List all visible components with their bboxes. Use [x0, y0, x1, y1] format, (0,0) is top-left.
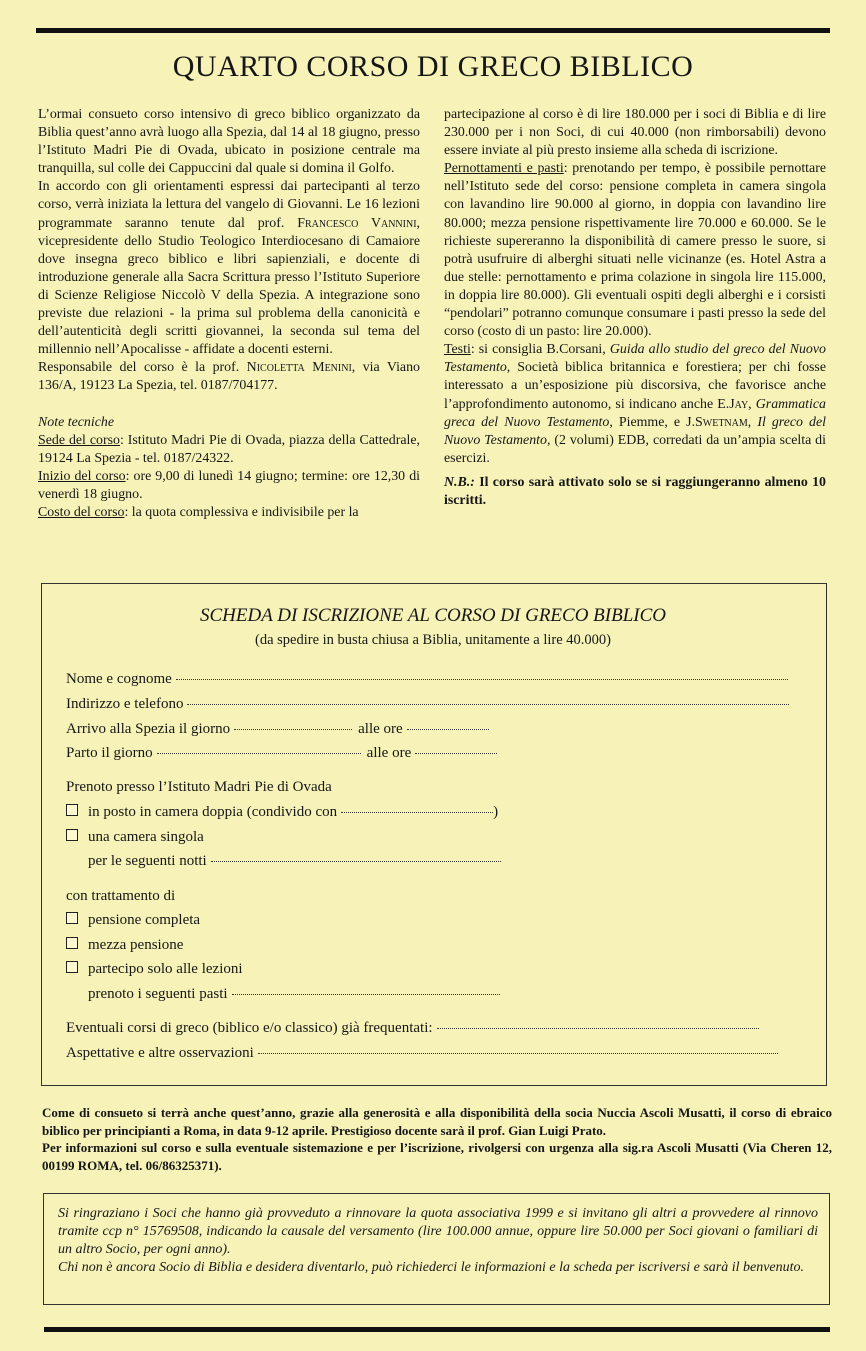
top-rule — [36, 28, 830, 33]
full-board-option[interactable]: pensione completa — [66, 912, 200, 929]
previous-courses-field[interactable]: Eventuali corsi di greco (biblico e/o classico) già frequentati: — [66, 1020, 759, 1037]
name-field[interactable]: Nome e cognome — [66, 671, 788, 688]
half-board-checkbox[interactable] — [66, 937, 78, 949]
form-title: SCHEDA DI ISCRIZIONE AL CORSO DI GRECO BIBLICO — [199, 605, 667, 626]
lessons-only-checkbox[interactable] — [66, 961, 78, 973]
departure-time-line[interactable] — [415, 752, 497, 754]
nights-field[interactable]: per le seguenti notti — [88, 853, 501, 870]
meals-field[interactable]: prenoto i seguenti pasti — [88, 986, 500, 1003]
renewal-text: Si ringraziano i Soci che hanno già provveduto a rinnovare la quota associativa 1999 e si invitano gli altri a provvedere al rinnovo tramite ccp n° 15769508, indicando la causale del versamento (lire 100.000 annue, oppure lire 50.000 per Soci giovani o familiari di un altro Socio, per ogni anno). Chi non è ancora Socio di Biblia e desidera diventarlo, può richiederci le informazioni e la scheda per iscriversi e sarà il benvenuto. — [58, 1206, 818, 1275]
bottom-rule — [44, 1327, 830, 1332]
program-paragraph: In accordo con gli orientamenti espressi dai partecipanti al terzo corso, verrà iniziata la lettura del vangelo di Giovanni. Le 16 lezioni programmate saranno tenute dal prof. Francesco Vannini, vicepresidente dello Studio Teologico Interdiocesano di Camaiore dove insegna greco biblico e libri sapienziali, e docente di introduzione generale alla Sacra Scrittura presso l’Istituto Superiore di Scienze Religiose Niccolò V della Spezia. A integrazione sono previste due relazioni - la prima sul problema della canonicità e dell’autenticità degli scritti giovannei, la seconda sul tema del millennio nell’Apocalisse - affidate a docenti esterni. — [38, 179, 421, 358]
roommate-line[interactable] — [341, 811, 493, 813]
cost-continued: partecipazione al corso è di lire 180.000 per i soci di Biblia e di lire 230.000 per i non Soci, di cui 40.000 (non rimborsabili) devono essere inviate al più presto insieme alla scheda di iscrizione. — [444, 107, 826, 159]
start-paragraph: Inizio del corso: ore 9,00 di lunedì 14 giugno; termine: ore 12,30 di venerdì 18 giugno. — [38, 468, 420, 502]
double-room-option[interactable]: in posto in camera doppia (condivido con ) — [66, 804, 498, 821]
teacher-name: Francesco Vannini — [297, 215, 417, 231]
responsible-name: Nicoletta Menini — [246, 360, 352, 376]
expectations-line[interactable] — [258, 1052, 778, 1054]
departure-field[interactable]: Parto il giorno alle ore — [66, 745, 497, 762]
booking-heading: Prenoto presso l’Istituto Madri Pie di Ovada — [66, 779, 332, 795]
full-board-checkbox[interactable] — [66, 912, 78, 924]
right-column — [444, 106, 826, 510]
nights-line[interactable] — [211, 860, 501, 862]
texts-paragraph: Testi: si consiglia B.Corsani, Guida allo studio del greco del Nuovo Testamento, Società biblica britannica e forestiera; per chi fosse interessato a un’esposizione più discorsiva, che favorisce anche l’approfondimento autonomo, si indicano anche E.Jay, Grammatica greca del Nuovo Testamento, Piemme, e J.Swetnam, Il greco del Nuovo Testamento, (2 volumi) EDB, corredati da un’ampia scelta di esercizi. — [444, 342, 827, 466]
address-field[interactable]: Indirizzo e telefono — [66, 696, 789, 713]
note-heading: Note tecniche — [38, 414, 114, 430]
arrival-field[interactable]: Arrivo alla Spezia il giorno alle ore — [66, 721, 489, 738]
arrival-date-line[interactable] — [234, 728, 352, 730]
treatment-heading: con trattamento di — [66, 888, 176, 904]
previous-courses-line[interactable] — [437, 1027, 759, 1029]
cost-paragraph: Costo del corso: la quota complessiva e indivisibile per la — [38, 504, 359, 520]
address-line[interactable] — [187, 703, 789, 705]
venue-paragraph: Sede del corso: Istituto Madri Pie di Ovada, piazza della Cattedrale, 19124 La Spezia - tel. 0187/24322. — [38, 432, 421, 466]
form-subtitle: (da spedire in busta chiusa a Biblia, unitamente a lire 40.000) — [255, 632, 611, 648]
single-room-checkbox[interactable] — [66, 829, 78, 841]
expectations-field[interactable]: Aspettative e altre osservazioni — [66, 1045, 778, 1062]
responsible-paragraph: Responsabile del corso è la prof. Nicoletta Menini, via Viano 136/A, 19123 La Spezia, tel. 0187/704177. — [38, 360, 420, 394]
half-board-option[interactable]: mezza pensione — [66, 937, 183, 954]
left-column — [38, 106, 420, 522]
single-room-option[interactable]: una camera singola — [66, 829, 204, 846]
double-room-checkbox[interactable] — [66, 804, 78, 816]
lessons-only-option[interactable]: partecipo solo alle lezioni — [66, 961, 243, 978]
departure-date-line[interactable] — [157, 752, 361, 754]
page-title: QUARTO CORSO DI GRECO BIBLICO — [172, 50, 694, 83]
lodging-paragraph: Pernottamenti e pasti: prenotando per tempo, è possibile pernottare nell’Istituto sede del corso: pensione completa in camera singola con lavandino lire 90.000 al giorno, in doppia con lavandino lire 80.000; mezza pensione rispettivamente lire 70.000 e 60.000. Se le richieste supereranno la disponibilità di camere presso le suore, si potrà usufruire di alberghi situati nelle vicinanze (es. Hotel Astra a due stelle: pernottamento e prima colazione in singola lire 115.000, in doppia lire 80.000). Gli eventuali ospiti degli alberghi e i corsisti “pendolari” potranno comunque consumare i pasti presso la sede del corso (costo di un pasto: lire 20.000). — [444, 161, 826, 340]
meals-line[interactable] — [232, 993, 500, 995]
nb-paragraph: N.B.: Il corso sarà attivato solo se si raggiungeranno almeno 10 iscritti. — [444, 474, 826, 508]
intro-paragraph: L’ormai consueto corso intensivo di greco biblico organizzato da Biblia quest’anno avrà luogo alla Spezia, dal 14 al 18 giugno, presso l’Istituto Madri Pie di Ovada, ubicato in posizione centrale ma tranquilla, sul colle dei Cappuccini dal quale si domina il Golfo. — [38, 107, 420, 177]
name-line[interactable] — [176, 678, 788, 680]
arrival-time-line[interactable] — [407, 728, 489, 730]
hebrew-course-notice: Come di consueto si terrà anche quest’anno, grazie alla generosità e alla disponibilità della socia Nuccia Ascoli Musatti, il corso di ebraico biblico per principianti a Roma, in data 9-12 aprile. Prestigioso docente sarà il prof. Gian Luigi Prato. Per informazioni sul corso e sulla eventuale sistemazione e per l’iscrizione, rivolgersi con urgenza alla sig.ra Ascoli Musatti (Via Cheren 12, 00199 ROMA, tel. 06/86325371). — [42, 1105, 832, 1173]
